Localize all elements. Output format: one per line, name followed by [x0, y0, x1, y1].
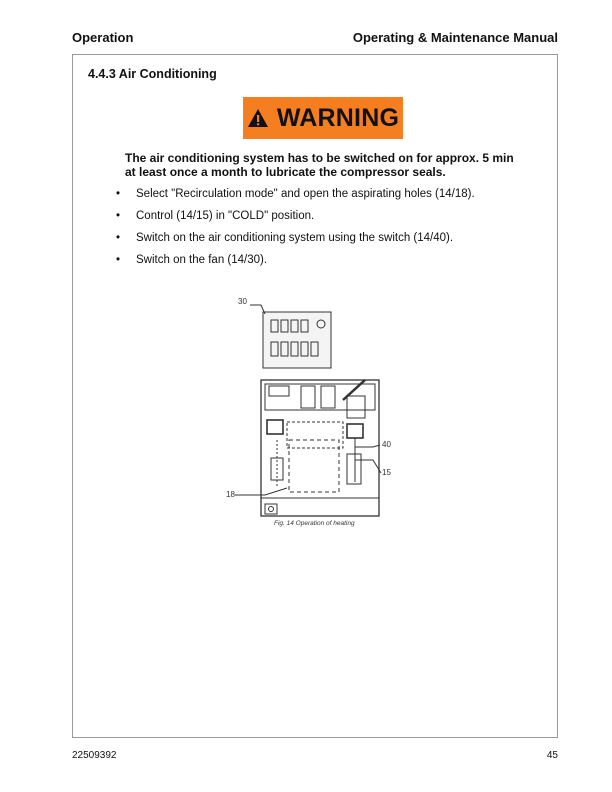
- figure-caption: Fig. 14 Operation of heating: [274, 520, 355, 527]
- page-number: 45: [546, 750, 558, 761]
- leader-15: [355, 460, 381, 473]
- callout-40: 40: [382, 440, 391, 449]
- list-item-text: Switch on the air conditioning system using the switch (14/40).: [136, 232, 454, 244]
- list-item: [116, 231, 536, 253]
- list-item: [116, 187, 536, 209]
- unit-top-bay: [265, 384, 375, 410]
- warning-banner: [243, 97, 403, 139]
- bullet-icon: •: [116, 188, 121, 200]
- instruction-list: [116, 187, 536, 275]
- leader-40: [355, 445, 380, 447]
- bullet-icon: •: [116, 254, 121, 266]
- warning-label: WARNING: [276, 103, 400, 132]
- list-item-text: Control (14/15) in "COLD" position.: [136, 210, 315, 222]
- section-title: 4.4.3 Air Conditioning: [88, 67, 217, 81]
- heating-diagram: [205, 282, 435, 542]
- callout-15: 15: [382, 468, 391, 477]
- list-item: [116, 253, 536, 275]
- small-port: [265, 504, 277, 514]
- bullet-icon: •: [116, 210, 121, 222]
- callout-30: 30: [238, 297, 247, 306]
- bullet-icon: •: [116, 232, 121, 244]
- list-item-text: Select "Recirculation mode" and open the aspirating holes (14/18).: [136, 188, 475, 200]
- list-item: [116, 209, 536, 231]
- header-manual-title: Operating & Maintenance Manual: [352, 30, 558, 45]
- header-section: Operation: [72, 30, 134, 45]
- warning-message: The air conditioning system has to be switched on for approx. 5 min at least once a month to lubricate the compressor seals.: [125, 151, 514, 179]
- list-item-text: Switch on the fan (14/30).: [136, 254, 268, 266]
- document-number: 22509392: [72, 750, 117, 761]
- callout-18: 18: [226, 490, 235, 499]
- warning-triangle-icon: [247, 108, 269, 128]
